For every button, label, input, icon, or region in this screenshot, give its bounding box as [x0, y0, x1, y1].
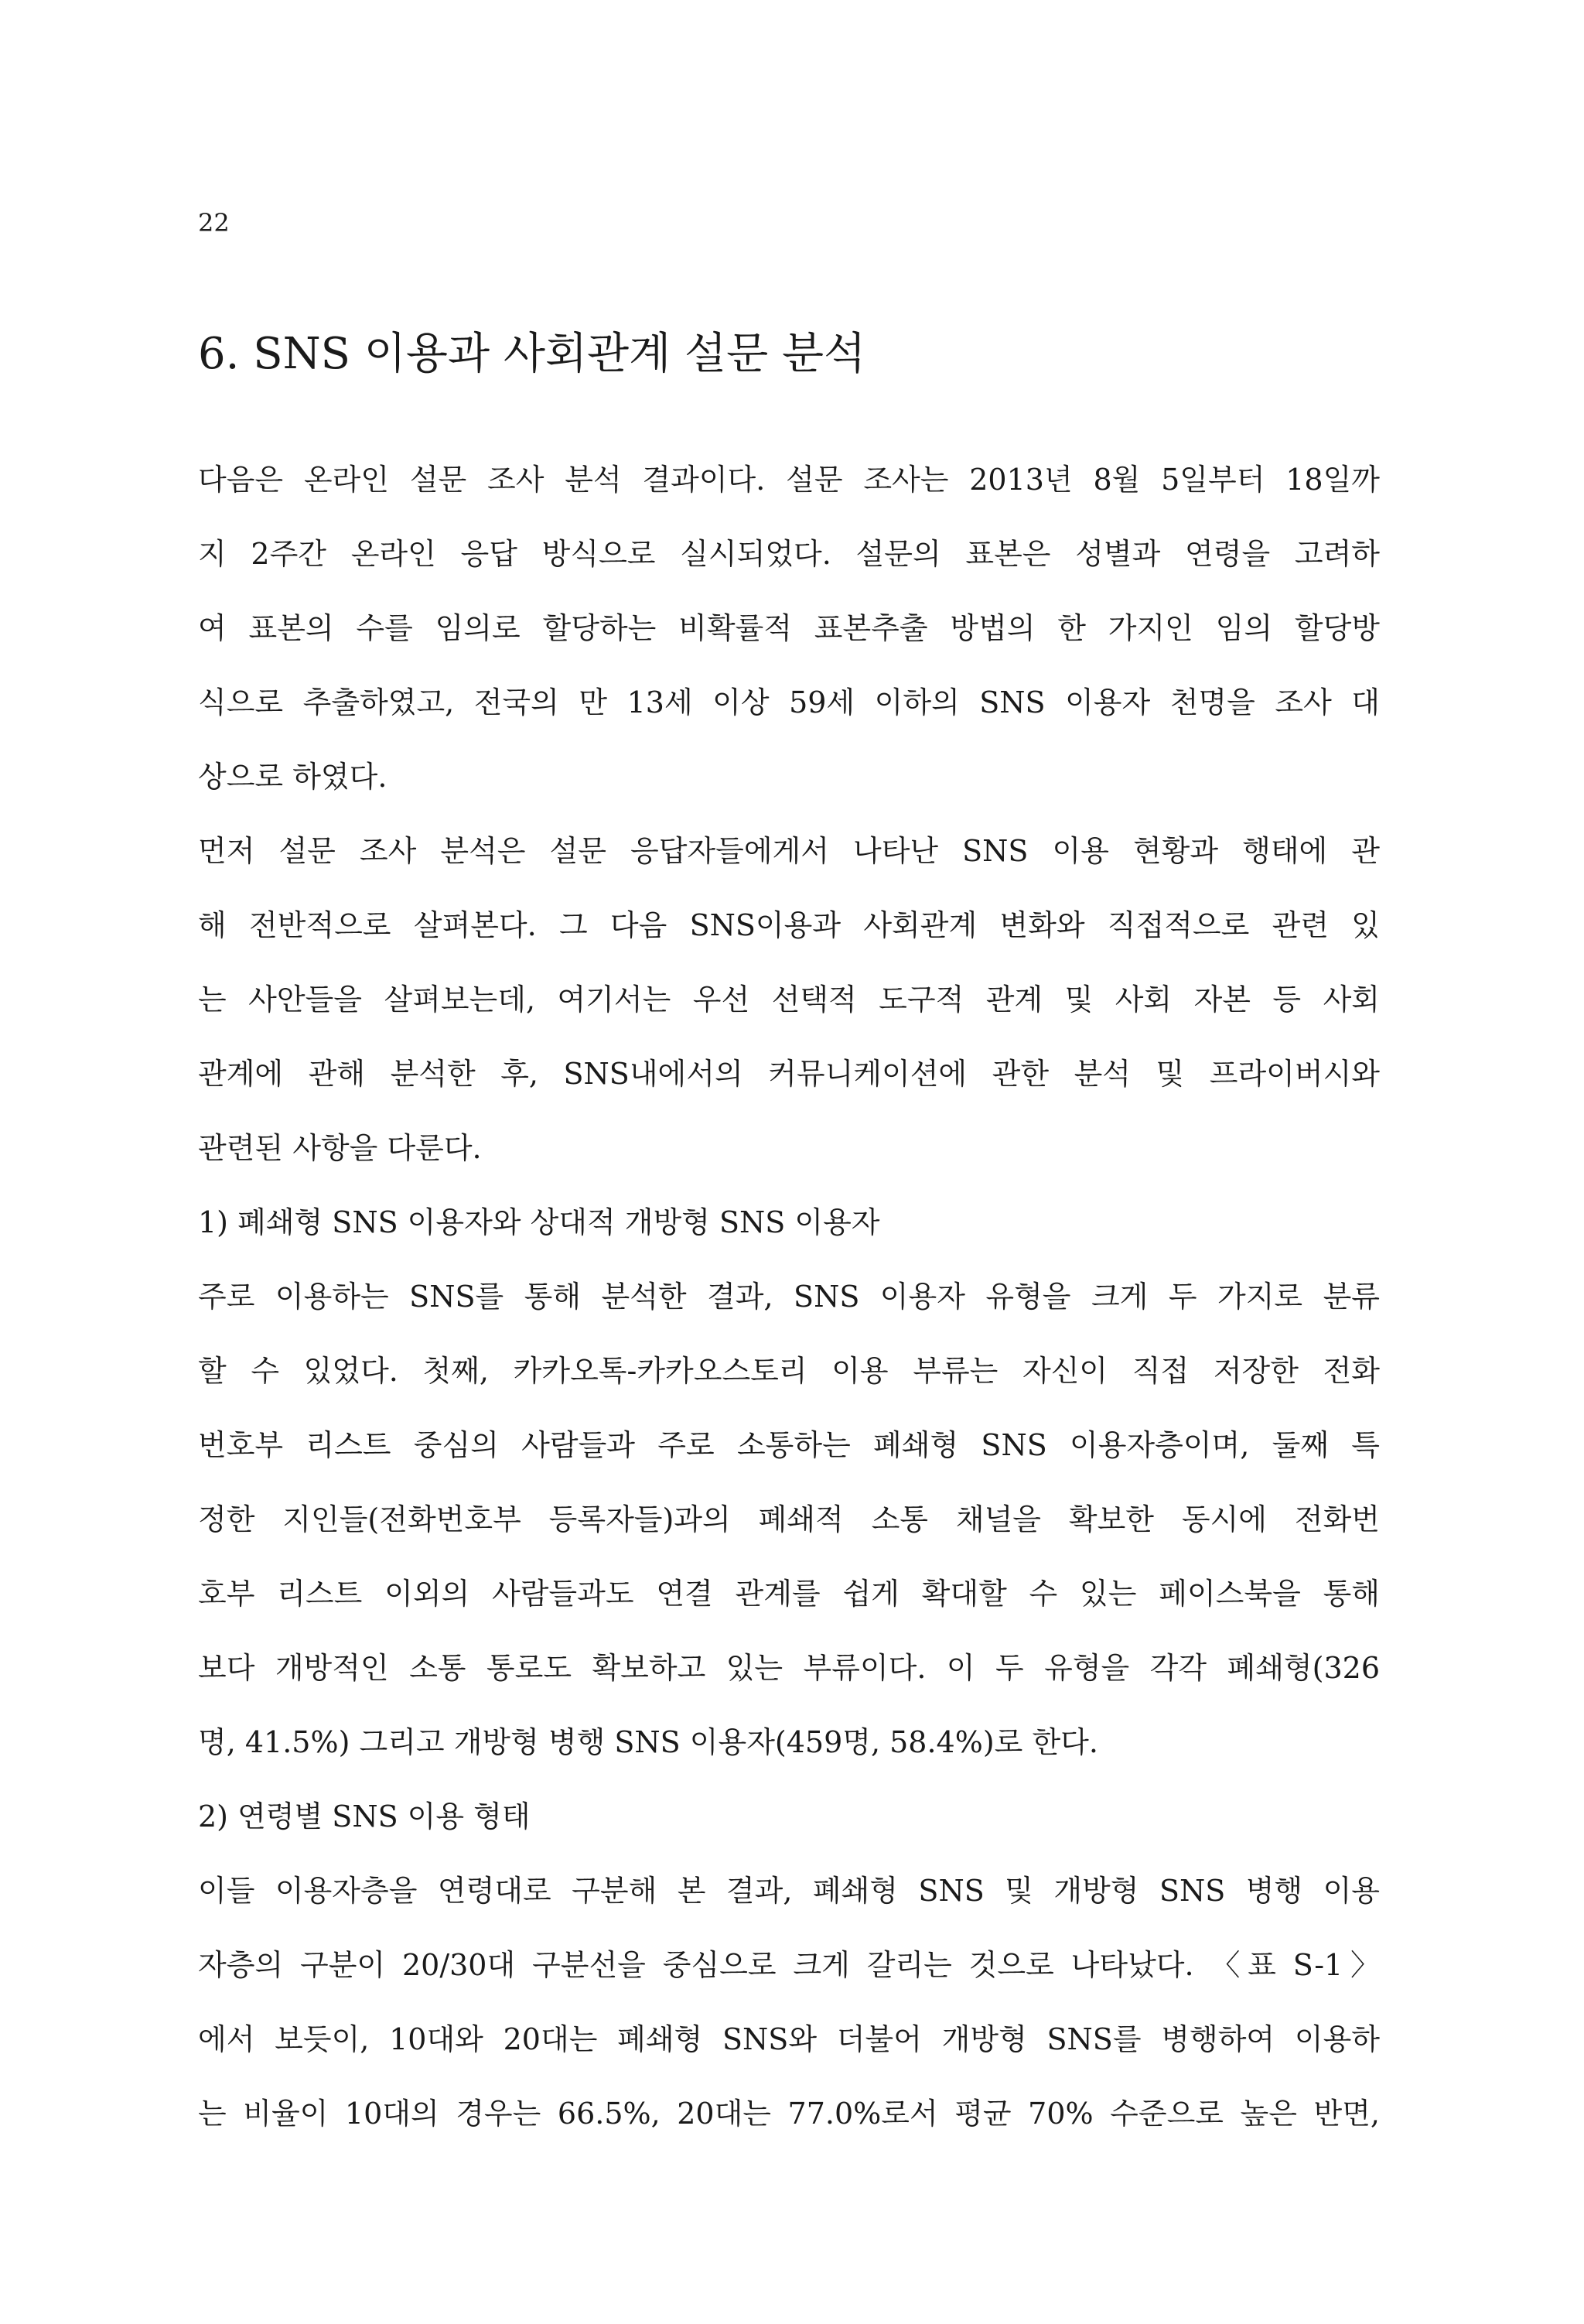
- paragraph-line: 먼저 설문 조사 분석은 설문 응답자들에게서 나타난 SNS 이용 현황과 행태에 관: [198, 834, 1380, 868]
- subsection-heading: 2) 연령별 SNS 이용 형태: [198, 1799, 531, 1834]
- paragraph-line: 정한 지인들(전화번호부 등록자들)과의 폐쇄적 소통 채널을 확보한 동시에 전화번: [198, 1502, 1380, 1536]
- paragraph-line: 해 전반적으로 살펴본다. 그 다음 SNS이용과 사회관계 변화와 직접적으로 관련 있: [198, 908, 1380, 942]
- paragraph-line: 에서 보듯이, 10대와 20대는 폐쇄형 SNS와 더불어 개방형 SNS를 병행하여 이용하: [198, 2022, 1380, 2056]
- paragraph-line: 이들 이용자층을 연령대로 구분해 본 결과, 폐쇄형 SNS 및 개방형 SNS 병행 이용: [198, 1874, 1380, 1908]
- paragraph-line: 보다 개방적인 소통 통로도 확보하고 있는 부류이다. 이 두 유형을 각각 폐쇄형(326: [198, 1651, 1380, 1685]
- paragraph-line: 여 표본의 수를 임의로 할당하는 비확률적 표본추출 방법의 한 가지인 임의 할당방: [198, 611, 1380, 645]
- section-title: 6. SNS 이용과 사회관계 설문 분석: [198, 329, 866, 379]
- paragraph-line: 는 비율이 10대의 경우는 66.5%, 20대는 77.0%로서 평균 70% 수준으로 높은 반면,: [198, 2097, 1380, 2131]
- page-number: 22: [198, 208, 230, 238]
- paragraph-line: 다음은 온라인 설문 조사 분석 결과이다. 설문 조사는 2013년 8월 5일부터 18일까: [198, 463, 1380, 497]
- paragraph-line: 는 사안들을 살펴보는데, 여기서는 우선 선택적 도구적 관계 및 사회 자본 등 사회: [198, 983, 1380, 1017]
- paragraph-line: 호부 리스트 이외의 사람들과도 연결 관계를 쉽게 확대할 수 있는 페이스북을 통해: [198, 1577, 1380, 1611]
- paragraph-line: 번호부 리스트 중심의 사람들과 주로 소통하는 폐쇄형 SNS 이용자층이며, 둘째 특: [198, 1428, 1380, 1462]
- paragraph-line: 할 수 있었다. 첫째, 카카오톡-카카오스토리 이용 부류는 자신이 직접 저장한 전화: [198, 1354, 1380, 1388]
- paragraph-line: 상으로 하였다.: [198, 760, 387, 794]
- paragraph-line: 관계에 관해 분석한 후, SNS내에서의 커뮤니케이션에 관한 분석 및 프라이버시와: [198, 1057, 1380, 1091]
- paragraph-line: 식으로 추출하였고, 전국의 만 13세 이상 59세 이하의 SNS 이용자 천명을 조사 대: [198, 685, 1380, 719]
- subsection-heading: 1) 폐쇄형 SNS 이용자와 상대적 개방형 SNS 이용자: [198, 1205, 880, 1239]
- paragraph-line: 관련된 사항을 다룬다.: [198, 1131, 482, 1165]
- paragraph-line: 자층의 구분이 20/30대 구분선을 중심으로 크게 갈리는 것으로 나타났다. 〈표 S-1〉: [198, 1948, 1380, 1982]
- paragraph-line: 지 2주간 온라인 응답 방식으로 실시되었다. 설문의 표본은 성별과 연령을 고려하: [198, 537, 1380, 571]
- paragraph-line: 주로 이용하는 SNS를 통해 분석한 결과, SNS 이용자 유형을 크게 두 가지로 분류: [198, 1280, 1380, 1314]
- paragraph-line: 명, 41.5%) 그리고 개방형 병행 SNS 이용자(459명, 58.4%)로 한다.: [198, 1725, 1098, 1759]
